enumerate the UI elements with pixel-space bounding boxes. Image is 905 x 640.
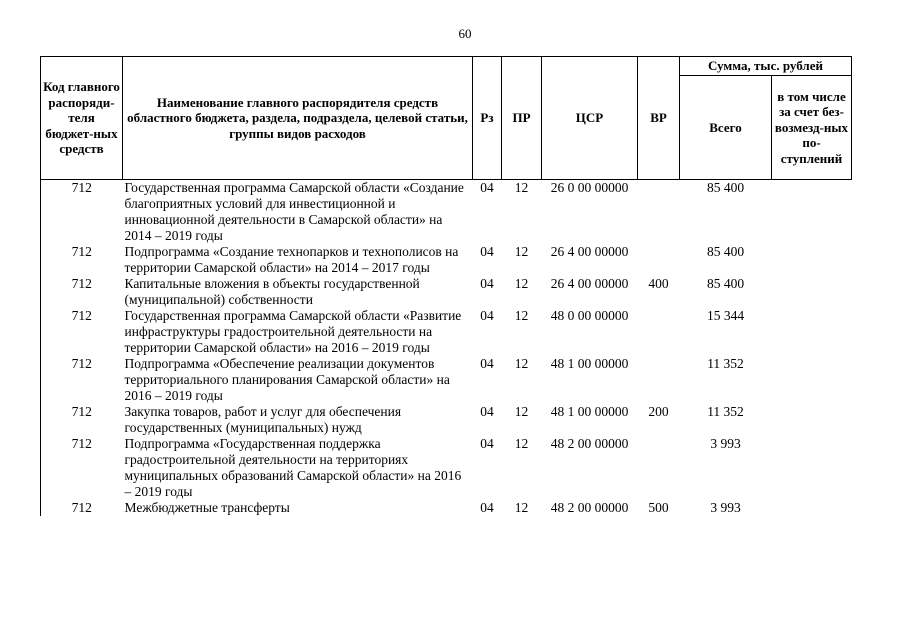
header-row-1 <box>41 57 852 76</box>
cell-code: 712 <box>41 356 123 404</box>
cell-incl <box>772 500 852 516</box>
cell-pr: 12 <box>514 356 529 371</box>
header-rz: Рз <box>473 57 502 180</box>
cell-code: 712 <box>41 404 123 436</box>
cell-name: Межбюджетные трансферты <box>124 500 290 515</box>
cell-incl <box>772 276 852 308</box>
cell-total: 85 400 <box>706 276 745 291</box>
table-row <box>41 276 852 308</box>
cell-csr: 48 0 00 00000 <box>550 308 629 323</box>
cell-code: 712 <box>41 244 123 276</box>
cell-rz: 04 <box>480 180 494 195</box>
cell-name: Подпрограмма «Государственная поддержка градостроительной деятельности на территориях муниципальных образований Самарской области» на 2016 – 2019 годы <box>124 436 462 499</box>
cell-incl <box>772 404 852 436</box>
cell-name: Подпрограмма «Создание технопарков и технополисов на территории Самарской области» на 2014 – 2017 годы <box>124 244 459 275</box>
header-sum: Сумма, тыс. рублей <box>680 57 852 76</box>
table-body <box>41 180 852 517</box>
cell-total: 15 344 <box>706 308 745 323</box>
header-csr: ЦСР <box>542 57 638 180</box>
cell-csr: 48 1 00 00000 <box>550 356 629 371</box>
budget-table <box>40 56 852 516</box>
cell-total: 3 993 <box>710 436 741 451</box>
cell-pr: 12 <box>514 180 529 195</box>
cell-csr: 26 4 00 00000 <box>550 276 629 291</box>
cell-rz: 04 <box>480 356 494 371</box>
header-vr: ВР <box>638 57 680 180</box>
header-incl: в том числе за счет без-возмезд-ных по-ступлений <box>772 75 852 180</box>
cell-rz: 04 <box>480 308 494 323</box>
page-number: 60 <box>458 26 472 41</box>
cell-code: 712 <box>41 500 123 516</box>
table-row <box>41 356 852 404</box>
cell-rz: 04 <box>480 244 494 259</box>
table-row <box>41 500 852 516</box>
cell-pr: 12 <box>514 244 529 259</box>
cell-pr: 12 <box>514 436 529 451</box>
cell-rz: 04 <box>480 404 494 419</box>
cell-vr <box>638 180 680 245</box>
header-name: Наименование главного распорядителя средств областного бюджета, раздела, подраздела, целевой статьи, группы видов расходов <box>123 57 473 180</box>
cell-csr: 26 4 00 00000 <box>550 244 629 259</box>
cell-vr: 500 <box>648 500 669 515</box>
table-row <box>41 180 852 245</box>
cell-total: 3 993 <box>710 500 741 515</box>
table-row <box>41 244 852 276</box>
table-row <box>41 404 852 436</box>
cell-vr: 400 <box>648 276 669 291</box>
cell-total: 11 352 <box>707 404 744 419</box>
cell-incl <box>772 244 852 276</box>
header-code: Код главного распоряди-теля бюджет-ных средств <box>41 57 123 180</box>
cell-pr: 12 <box>514 276 529 291</box>
cell-vr: 200 <box>648 404 669 419</box>
cell-vr <box>638 308 680 356</box>
cell-code: 712 <box>41 308 123 356</box>
cell-total: 85 400 <box>706 244 745 259</box>
cell-rz: 04 <box>480 276 494 291</box>
cell-pr: 12 <box>514 500 529 515</box>
cell-name: Закупка товаров, работ и услуг для обеспечения государственных (муниципальных) нужд <box>124 404 402 435</box>
cell-incl <box>772 180 852 245</box>
cell-incl <box>772 356 852 404</box>
header-pr: ПР <box>502 57 542 180</box>
cell-vr <box>638 356 680 404</box>
cell-incl <box>772 436 852 500</box>
cell-incl <box>772 308 852 356</box>
cell-total: 85 400 <box>706 180 745 195</box>
table-row <box>41 308 852 356</box>
cell-rz: 04 <box>480 500 494 515</box>
cell-name: Подпрограмма «Обеспечение реализации документов территориального планирования Самарской области» на 2016 – 2019 годы <box>124 356 450 403</box>
cell-pr: 12 <box>514 404 529 419</box>
cell-name: Государственная программа Самарской области «Развитие инфраструктуры градостроительной деятельности на территории Самарской области» на 2016 – 2019 годы <box>124 308 462 355</box>
header-total: Всего <box>680 75 772 180</box>
cell-csr: 26 0 00 00000 <box>550 180 629 195</box>
table-row <box>41 436 852 500</box>
cell-rz: 04 <box>480 436 494 451</box>
cell-code: 712 <box>41 180 123 245</box>
cell-code: 712 <box>41 276 123 308</box>
cell-total: 11 352 <box>707 356 744 371</box>
cell-vr <box>638 436 680 500</box>
cell-csr: 48 1 00 00000 <box>550 404 629 419</box>
cell-vr <box>638 244 680 276</box>
cell-pr: 12 <box>514 308 529 323</box>
cell-csr: 48 2 00 00000 <box>550 500 629 515</box>
cell-name: Государственная программа Самарской области «Создание благоприятных условий для инвестиционной и инновационной деятельности в Самарской области» на 2014 – 2019 годы <box>124 180 464 243</box>
cell-code: 712 <box>41 436 123 500</box>
cell-csr: 48 2 00 00000 <box>550 436 629 451</box>
cell-name: Капитальные вложения в объекты государственной (муниципальной) собственности <box>124 276 420 307</box>
